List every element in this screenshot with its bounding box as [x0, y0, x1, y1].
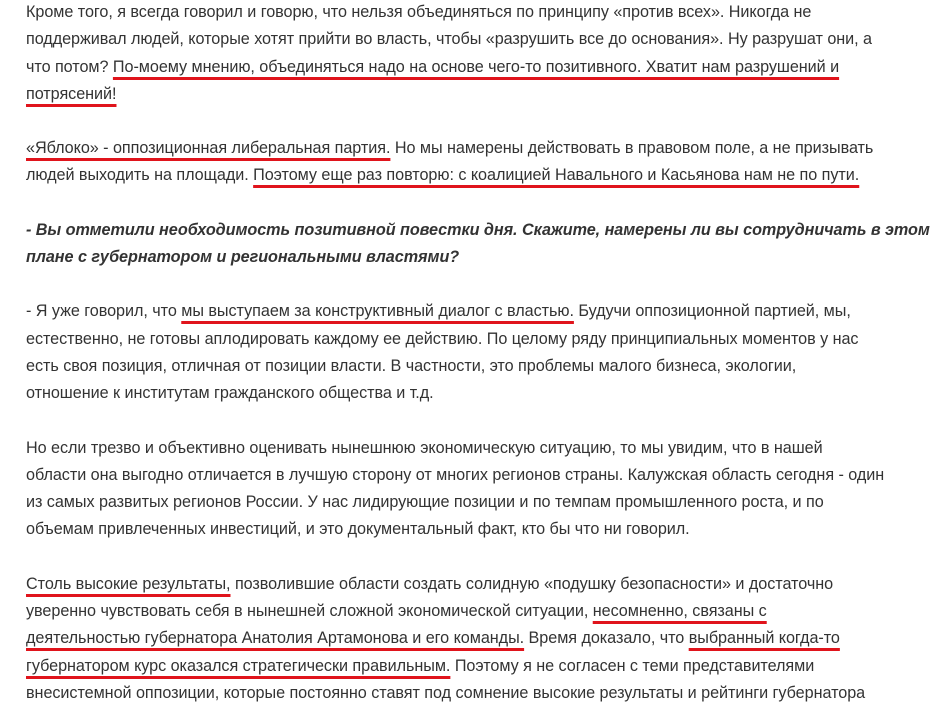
paragraph-gap	[26, 108, 946, 135]
text-run: Время доказало, что	[524, 629, 689, 648]
highlighted-phrase: По-моему мнению, объединяться надо на основе чего-то позитивного. Хватит нам разрушений и	[112, 57, 840, 76]
paragraph-gap	[26, 544, 946, 571]
paragraph-line	[26, 571, 946, 598]
paragraph-4	[26, 435, 946, 544]
paragraph-gap	[26, 271, 946, 298]
paragraph-gap	[26, 408, 946, 435]
paragraph-line	[26, 298, 946, 325]
paragraph-line	[26, 81, 946, 108]
paragraph-line: из самых развитых регионов России. У нас лидирующие позиции и по темпам промышленного роста, и по	[26, 493, 824, 512]
paragraph-2	[26, 135, 946, 190]
text-run: уверенно чувствовать себя в нынешней сложной экономической ситуации,	[26, 602, 593, 621]
paragraph-line	[26, 653, 946, 680]
text-run: Будучи оппозиционной партией, мы,	[573, 302, 851, 321]
highlighted-phrase: Столь высокие результаты,	[26, 574, 231, 593]
question-line: - Вы отметили необходимость позитивной повестки дня. Скажите, намерены ли вы сотрудничать в этом	[26, 220, 930, 239]
text-run: людей выходить на площади.	[26, 166, 254, 185]
paragraph-line: Кроме того, я всегда говорил и говорю, что нельзя объединяться по принципу «против всех». Никогда не	[26, 3, 812, 21]
text-run: - Я уже говорил, что	[26, 302, 182, 321]
text-run: что потом?	[26, 57, 113, 76]
article-body	[26, 0, 946, 707]
highlighted-phrase: деятельностью губернатора Анатолия Артамонова и его команды.	[26, 629, 525, 648]
paragraph-line: отношение к институтам гражданского общества и т.д.	[26, 384, 434, 403]
highlighted-phrase: губернатором курс оказался стратегически правильным.	[26, 656, 451, 675]
highlighted-phrase: мы выступаем за конструктивный диалог с властью.	[181, 302, 574, 321]
highlighted-phrase: потрясений!	[26, 84, 117, 103]
highlighted-phrase: несомненно, связаны с	[592, 602, 767, 621]
highlighted-phrase: «Яблоко» - оппозиционная либеральная партия.	[26, 139, 391, 158]
question-line: плане с губернатором и региональными властями?	[26, 248, 460, 267]
paragraph-line	[26, 162, 946, 189]
highlighted-phrase: Поэтому еще раз повторю: с коалицией Навального и Касьянова нам не по пути.	[253, 166, 860, 185]
paragraph-1	[26, 0, 946, 108]
paragraph-line: естественно, не готовы аплодировать каждому ее действию. По целому ряду принципиальных моментов у нас	[26, 329, 859, 348]
paragraph-line	[26, 598, 946, 625]
text-run: Но мы намерены действовать в правовом поле, а не призывать	[390, 139, 874, 158]
paragraph-line	[26, 54, 946, 81]
interview-question	[26, 217, 946, 272]
text-run: позволившие области создать солидную «подушку безопасности» и достаточно	[230, 574, 834, 593]
highlighted-phrase: выбранный когда-то	[688, 629, 840, 648]
paragraph-line: внесистемной оппозиции, которые постоянно ставят под сомнение высокие результаты и рейтинги губернатора	[26, 683, 866, 702]
paragraph-line	[26, 135, 946, 162]
paragraph-line: Но если трезво и объективно оценивать нынешнюю экономическую ситуацию, то мы увидим, что в нашей	[26, 438, 823, 457]
paragraph-line: объемам привлеченных инвестиций, и это документальный факт, кто бы что ни говорил.	[26, 520, 690, 539]
paragraph-line: области она выгодно отличается в лучшую сторону от многих регионов страны. Калужская область сегодня - один	[26, 465, 885, 484]
paragraph-gap	[26, 190, 946, 217]
paragraph-3	[26, 298, 946, 407]
paragraph-5	[26, 571, 946, 707]
paragraph-line	[26, 625, 946, 652]
paragraph-line: есть своя позиция, отличная от позиции власти. В частности, это проблемы малого бизнеса, экологии,	[26, 356, 797, 375]
paragraph-line: поддерживал людей, которые хотят прийти во власть, чтобы «разрушить все до основания». Ну разрушат они, а	[26, 30, 873, 49]
text-run: Поэтому я не согласен с теми представителями	[450, 656, 815, 675]
